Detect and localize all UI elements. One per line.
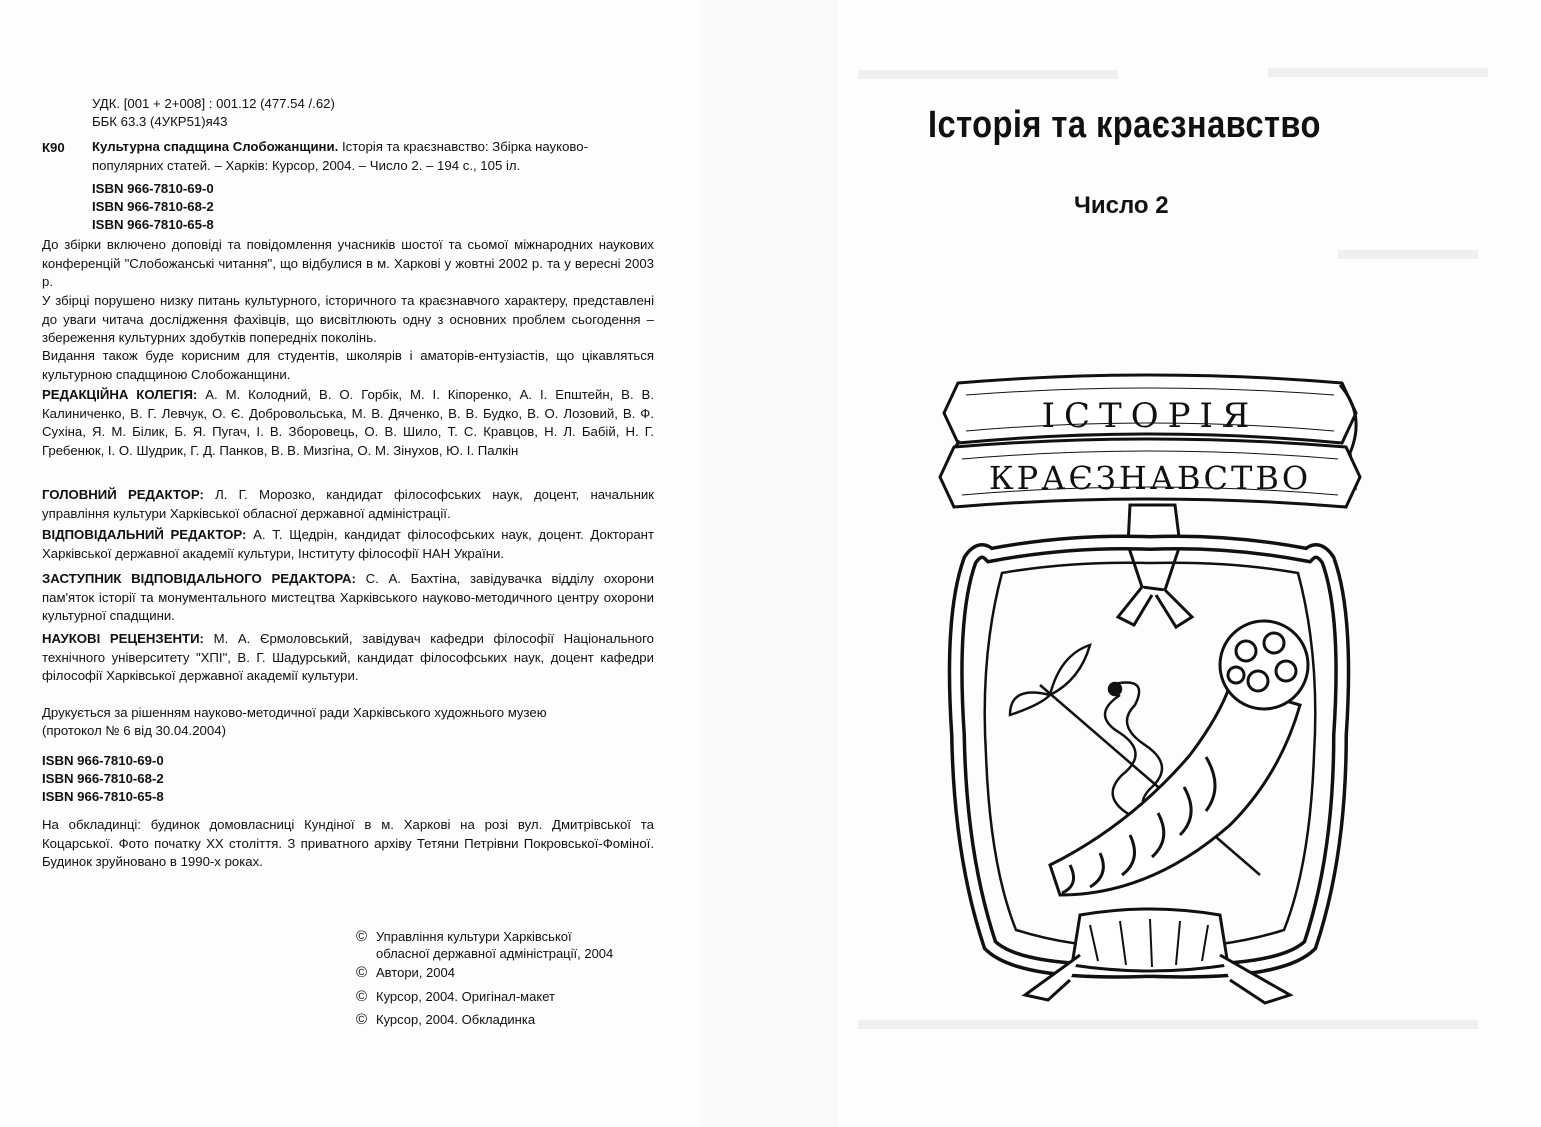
deputy-editor-text: С. А. Бахтіна, завідувачка відділу охорони пам'яток історії та монументального мистецтва Харківського науково-методичного центру охорони культурної спадщини. bbox=[42, 571, 654, 624]
copyright-text: Управління культури Харківської обласної державної адміністрації, 2004 bbox=[376, 929, 614, 961]
copyright-icon: © bbox=[356, 988, 368, 1005]
copyright-line bbox=[356, 964, 455, 981]
bottom-ribbon-icon bbox=[1025, 909, 1290, 1003]
editorial-board bbox=[42, 386, 654, 460]
annotation-paragraph: Видання також буде корисним для студентів, школярів і аматорів-ентузіастів, що цікавляться культурною спадщиною Слобожанщини. bbox=[42, 348, 654, 382]
emblem-top-text: ІСТОРІЯ bbox=[1041, 396, 1259, 436]
bibliographic-description bbox=[92, 138, 654, 175]
isbn-line: ISBN 966-7810-65-8 bbox=[42, 789, 164, 804]
annotation-paragraph: До збірки включено доповіді та повідомлення учасників шостої та сьомої міжнародних наукових конференцій "Слобожанські читання", що відбулися в м. Харкові у жовтні 2002 р. та у вересні 2003 р. bbox=[42, 237, 654, 290]
chief-editor-text: Л. Г. Морозко, кандидат філософських наук, доцент, начальник управління культури Харківської обласної державної адміністрації. bbox=[42, 487, 654, 521]
book-title: Культурна спадщина Слобожанщини. bbox=[92, 139, 339, 154]
isbn-line: ISBN 966-7810-68-2 bbox=[92, 199, 214, 214]
responsible-editor-label: ВІДПОВІДАЛЬНИЙ РЕДАКТОР: bbox=[42, 527, 247, 542]
deputy-editor-label: ЗАСТУПНИК ВІДПОВІДАЛЬНОГО РЕДАКТОРА: bbox=[42, 571, 356, 586]
copyright-icon: © bbox=[356, 928, 368, 945]
author-mark: К90 bbox=[42, 140, 65, 155]
print-approval-line: Друкується за рішенням науково-методичної ради Харківського художнього музею bbox=[42, 705, 547, 720]
publication-info: популярних статей. – Харків: Курсор, 2004. – Число 2. – 194 с., 105 іл. bbox=[92, 157, 521, 173]
udc-code: УДК. [001 + 2+008] : 001.12 (477.54 /.62) bbox=[92, 96, 335, 111]
ribbon-knot-icon bbox=[1118, 505, 1192, 627]
annotation-paragraph: У збірці порушено низку питань культурного, історичного та краєзнавчого характеру, представлені до уваги читача дослідження фахівців, що висвітлюють одну з основних проблем сьогодення – збереження культурних здобутків попередніх поколінь. bbox=[42, 293, 654, 346]
cover-note: На обкладинці: будинок домовласниці Кундіної в м. Харкові на розі вул. Дмитрівської та Коцарської. Фото початку XX століття. З приватного архіву Тетяни Петрівни Покровської-Фоміної. Будинок зруйновано в 1990-х роках. bbox=[42, 817, 654, 870]
reviewers-label: НАУКОВІ РЕЦЕНЗЕНТИ: bbox=[42, 631, 204, 646]
cornucopia-icon bbox=[1050, 621, 1308, 895]
editorial-board-label: РЕДАКЦІЙНА КОЛЕГІЯ: bbox=[42, 387, 198, 402]
isbn-line: ISBN 966-7810-65-8 bbox=[92, 217, 214, 232]
copyright-text: Автори, 2004 bbox=[376, 965, 455, 980]
responsible-editor bbox=[42, 526, 654, 563]
isbn-line: ISBN 966-7810-69-0 bbox=[92, 181, 214, 196]
copyright-line bbox=[356, 988, 555, 1005]
chief-editor bbox=[42, 486, 654, 523]
copyright-line bbox=[356, 928, 613, 962]
isbn-line: ISBN 966-7810-68-2 bbox=[42, 771, 164, 786]
responsible-editor-text: А. Т. Щедрін, кандидат філософських наук, доцент. Докторант Харківської державної академії культури, Інституту філософії НАН України. bbox=[42, 527, 654, 561]
show-through-mark bbox=[1338, 250, 1478, 259]
bbk-code: ББК 63.3 (4УКР51)я43 bbox=[92, 114, 228, 129]
frame-icon bbox=[956, 543, 1343, 971]
copyright-text: Курсор, 2004. Обкладинка bbox=[376, 1012, 536, 1027]
copyright-line bbox=[356, 1011, 535, 1028]
emblem-bottom-text: КРАЄЗНАВСТВО bbox=[988, 459, 1312, 497]
page-title: Історія та краєзнавство bbox=[928, 104, 1321, 146]
show-through-mark bbox=[1268, 68, 1488, 77]
book-subtitle: Історія та краєзнавство: Збірка науково- bbox=[338, 139, 588, 154]
show-through-mark bbox=[858, 70, 1118, 79]
print-approval bbox=[42, 704, 547, 740]
deputy-editor bbox=[42, 570, 654, 626]
left-page bbox=[0, 0, 700, 1127]
print-protocol-line: (протокол № 6 від 30.04.2004) bbox=[42, 723, 226, 739]
editorial-board-members: А. М. Колодний, В. О. Горбік, М. І. Кіпоренко, А. І. Епштейн, В. В. Калиниченко, В. Г. Левчук, О. Є. Добровольська, М. В. Дяченко, В. В. Будко, В. О. Лозовий, В. Ф. Сухіна, Я. М. Білик, Б. Я. Пугач, І. В. Зборовець, О. В. Шило, Т. С. Кравцов, Н. Л. Бабій, Н. Г. Гребенюк, І. О. Шудрик, Г. Д. Панков, В. В. Мизгіна, О. М. Зінухов, Ю. І. Палкін bbox=[42, 387, 654, 458]
book-gutter bbox=[700, 0, 838, 1127]
isbn-line: ISBN 966-7810-69-0 bbox=[42, 753, 164, 768]
emblem-illustration bbox=[930, 355, 1380, 1025]
issue-number: Число 2 bbox=[1074, 192, 1169, 219]
copyright-icon: © bbox=[356, 964, 368, 981]
reviewers bbox=[42, 630, 654, 686]
copyright-icon: © bbox=[356, 1011, 368, 1028]
copyright-text: Курсор, 2004. Оригінал-макет bbox=[376, 989, 555, 1004]
reviewers-text: М. А. Єрмоловський, завідувач кафедри філософії Національного технічного університету "ХПІ", В. Г. Шадурський, кандидат філософських наук, доцент кафедри філософії Харківської державної академії культури. bbox=[42, 631, 654, 684]
chief-editor-label: ГОЛОВНИЙ РЕДАКТОР: bbox=[42, 487, 204, 502]
